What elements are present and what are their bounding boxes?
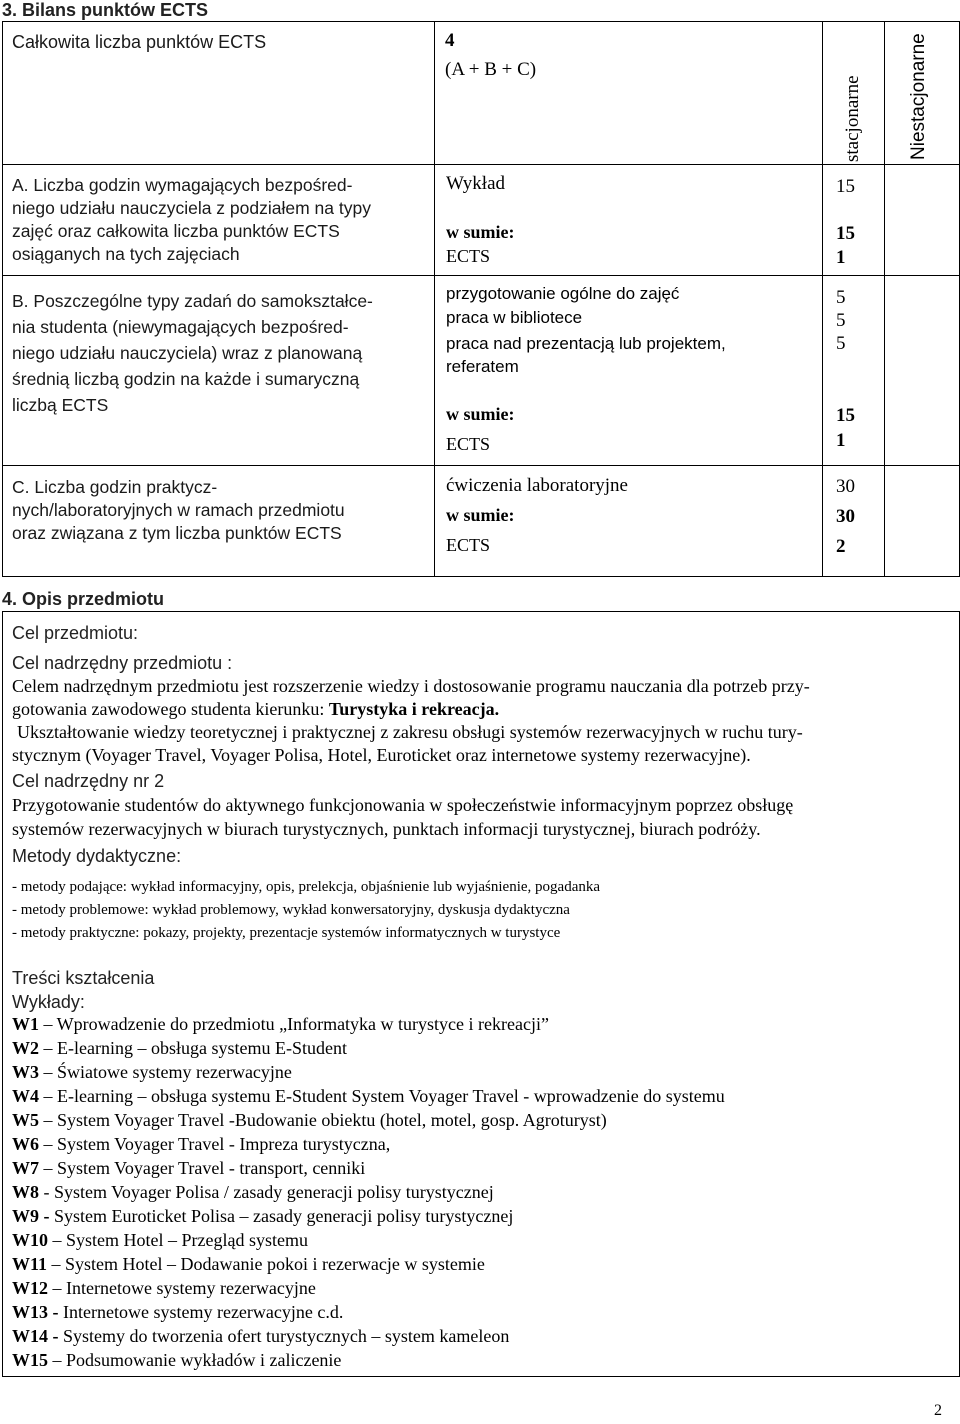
- row-c-ects-value: 2: [836, 536, 846, 557]
- row-a-sum-value: 15: [836, 223, 855, 244]
- list-item: [12, 1326, 509, 1347]
- lecture-code: W9 -: [12, 1206, 50, 1226]
- section3-heading: 3. Bilans punktów ECTS: [2, 0, 209, 20]
- row-c-value: 30: [836, 476, 855, 497]
- main-goal-line: [12, 698, 952, 721]
- list-item: [12, 1182, 494, 1203]
- lecture-code: W3: [12, 1062, 39, 1082]
- row-b-value: 5: [836, 287, 846, 308]
- lecture-code: W10: [12, 1230, 48, 1250]
- section4-heading: 4. Opis przedmiotu: [2, 589, 165, 609]
- row-b-value: 5: [836, 333, 846, 354]
- row-b-label: B. Poszczególne typy zadań do samokształce- nia studenta (niewymagających bezpośred- niego udziału nauczyciela) wraz z planowaną średnią liczbą godzin na każde i sumaryczną liczbą ECTS: [12, 291, 373, 415]
- col-stationary-header: stacjonarne: [842, 75, 863, 162]
- lecture-code: W12: [12, 1278, 48, 1298]
- row-b-value: 5: [836, 310, 846, 331]
- list-item: [12, 1062, 292, 1083]
- lecture-code: W15: [12, 1350, 48, 1370]
- field-of-study: Turystyka i rekreacja.: [328, 699, 500, 719]
- table-divider: [434, 21, 435, 577]
- list-item: [12, 1302, 343, 1323]
- lecture-text: – Światowe systemy rezerwacyjne: [39, 1062, 292, 1082]
- lecture-text: – Wprowadzenie do przedmiotu „Informatyka w turystyce i rekreacji”: [39, 1014, 549, 1034]
- row-a-sum-label: w sumie:: [446, 222, 515, 242]
- lecture-code: W14 -: [12, 1326, 59, 1346]
- lecture-text: – System Voyager Travel -Budowanie obiektu (hotel, motel, gosp. Agroturyst): [39, 1110, 607, 1130]
- lecture-code: W11: [12, 1254, 48, 1274]
- total-ects-formula: (A + B + C): [445, 59, 537, 80]
- list-item: [12, 1110, 607, 1131]
- list-item: [12, 1350, 341, 1371]
- row-c-sum-label: w sumie:: [446, 505, 515, 525]
- main-goal-text: [12, 675, 952, 767]
- lecture-code: W6: [12, 1134, 39, 1154]
- lecture-code: W7: [12, 1158, 39, 1178]
- goal2-heading: Cel nadrzędny nr 2: [12, 771, 165, 791]
- lecture-text: Internetowe systemy rezerwacyjne c.d.: [58, 1302, 344, 1322]
- main-goal-line: Celem nadrzędnym przedmiotu jest rozszerzenie wiedzy i dostosowanie programu nauczania dla potrzeb przy-: [12, 676, 810, 696]
- list-item: - metody praktyczne: pokazy, projekty, prezentacje systemów informatycznych w turystyce: [12, 925, 561, 941]
- row-b-ects-value: 1: [836, 430, 846, 451]
- content-heading: Treści kształcenia: [12, 968, 155, 988]
- row-a-value: 15: [836, 176, 855, 197]
- table-divider: [822, 21, 823, 577]
- lecture-text: – E-learning – obsługa systemu E-Student: [39, 1038, 347, 1058]
- lecture-code: W8: [12, 1182, 39, 1202]
- methods-heading: Metody dydaktyczne:: [12, 846, 182, 866]
- list-item: [12, 1206, 513, 1227]
- goal2-line: systemów rezerwacyjnych w biurach turystycznych, punktach informacji turystycznej, biurach podróży.: [12, 819, 761, 839]
- shape-line: stycznym (Voyager Travel, Voyager Polisa, Hotel, Euroticket oraz internetowe systemy rezerwacyjne).: [12, 745, 751, 765]
- row-a-item: Wykład: [446, 173, 506, 194]
- lecture-text: - System Voyager Polisa / zasady generacji polisy turystycznej: [39, 1182, 494, 1202]
- lectures-heading: Wykłady:: [12, 992, 85, 1012]
- goal-heading: Cel przedmiotu:: [12, 623, 139, 643]
- lecture-text: – Internetowe systemy rezerwacyjne: [48, 1278, 316, 1298]
- row-c-label: C. Liczba godzin praktycz- nych/laboratoryjnych w ramach przedmiotu oraz związana z tym liczba punktów ECTS: [12, 477, 345, 543]
- table-divider: [2, 465, 960, 466]
- list-item: [12, 1230, 308, 1251]
- row-b-item: praca w bibliotece: [446, 308, 583, 327]
- lecture-code: W2: [12, 1038, 39, 1058]
- shape-line: Ukształtowanie wiedzy teoretycznej i praktycznej z zakresu obsługi systemów rezerwacyjnych w ruchu tury-: [17, 722, 803, 742]
- lecture-text: – System Voyager Travel - Impreza turystyczna,: [39, 1134, 391, 1154]
- row-b-sum-value: 15: [836, 405, 855, 426]
- list-item: [12, 1134, 390, 1155]
- row-b-item: przygotowanie ogólne do zajęć: [446, 284, 680, 303]
- row-c-sum-value: 30: [836, 506, 855, 527]
- lecture-text: – System Hotel – Przegląd systemu: [48, 1230, 308, 1250]
- total-ects-value: 4: [445, 30, 455, 51]
- main-goal-heading: Cel nadrzędny przedmiotu :: [12, 653, 233, 673]
- row-c-item: ćwiczenia laboratoryjne: [446, 475, 628, 496]
- lecture-code: W13 -: [12, 1302, 59, 1322]
- total-ects-label: Całkowita liczba punktów ECTS: [12, 32, 267, 52]
- goal2-text: [12, 793, 957, 841]
- row-b-ects-label: ECTS: [446, 434, 491, 454]
- lecture-code: W5: [12, 1110, 39, 1130]
- list-item: [12, 1254, 485, 1275]
- lecture-code: W1: [12, 1014, 39, 1034]
- page-number: 2: [934, 1402, 942, 1419]
- list-item: [12, 1038, 347, 1059]
- lecture-text: Systemy do tworzenia ofert turystycznych – system kameleon: [58, 1326, 510, 1346]
- main-goal-line-text: gotowania zawodowego studenta kierunku:: [12, 699, 329, 719]
- col-nonstationary-header: Niestacjonarne: [908, 33, 929, 160]
- list-item: [12, 1278, 316, 1299]
- list-item: - metody problemowe: wykład problemowy, wykład konwersatoryjny, dyskusja dydaktyczna: [12, 902, 570, 918]
- table-divider: [884, 21, 885, 577]
- list-item: - metody podające: wykład informacyjny, opis, prelekcja, objaśnienie lub wyjaśnienie, pogadanka: [12, 879, 601, 895]
- methods-list: [12, 876, 600, 945]
- row-c-ects-label: ECTS: [446, 535, 491, 555]
- row-b-item: praca nad prezentacją lub projektem, referatem: [446, 334, 726, 376]
- table-divider: [2, 164, 960, 165]
- lecture-text: – System Hotel – Dodawanie pokoi i rezerwacje w systemie: [47, 1254, 485, 1274]
- lecture-text: – Podsumowanie wykładów i zaliczenie: [48, 1350, 342, 1370]
- lecture-text: – E-learning – obsługa systemu E-Student System Voyager Travel - wprowadzenie do systemu: [39, 1086, 725, 1106]
- list-item: [12, 1014, 549, 1035]
- lecture-code: W4: [12, 1086, 39, 1106]
- row-a-ects-value: 1: [836, 247, 846, 268]
- goal2-line: Przygotowanie studentów do aktywnego funkcjonowania w społeczeństwie informacyjnym poprzez obsługę: [12, 795, 794, 815]
- list-item: [12, 1086, 725, 1107]
- row-b-sum-label: w sumie:: [446, 404, 515, 424]
- row-a-label: A. Liczba godzin wymagających bezpośred- niego udziału nauczyciela z podziałem na typy zajęć oraz całkowita liczba punktów ECTS osiąganych na tych zajęciach: [12, 175, 371, 264]
- table-divider: [2, 275, 960, 276]
- row-a-ects-label: ECTS: [446, 246, 491, 266]
- lecture-text: System Euroticket Polisa – zasady generacji polisy turystycznej: [49, 1206, 514, 1226]
- list-item: [12, 1158, 365, 1179]
- lecture-text: – System Voyager Travel - transport, cenniki: [39, 1158, 366, 1178]
